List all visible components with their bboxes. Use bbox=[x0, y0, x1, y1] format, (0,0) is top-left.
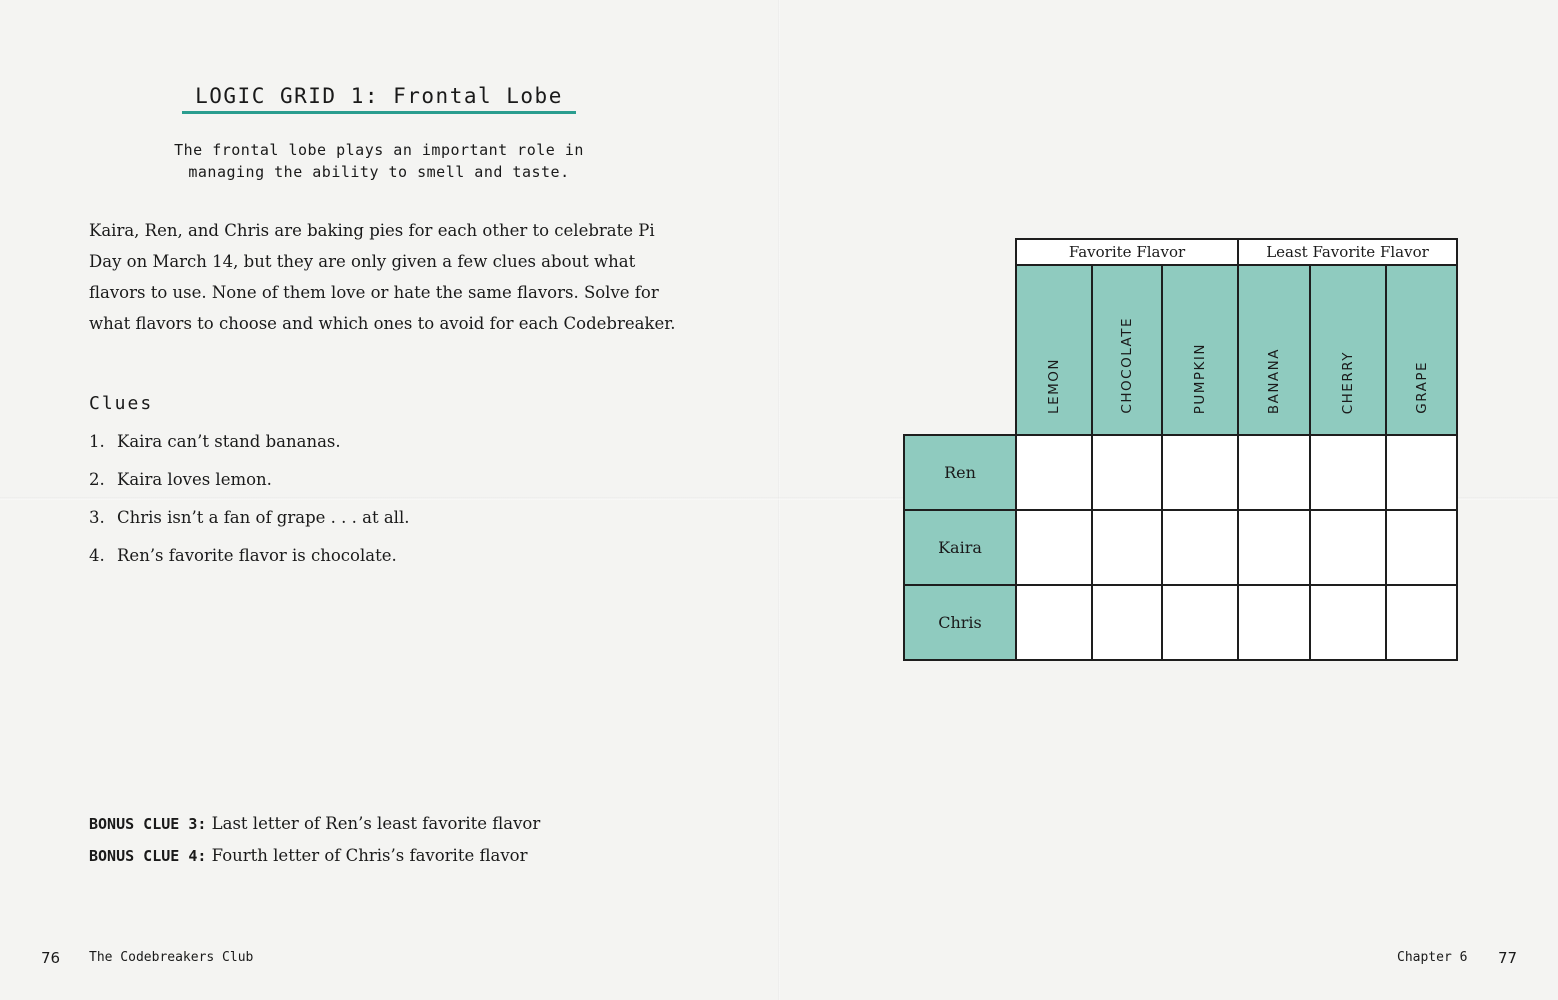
subtitle-line: managing the ability to smell and taste. bbox=[188, 163, 570, 181]
column-header-lemon bbox=[1015, 264, 1093, 436]
left-page bbox=[0, 0, 778, 1000]
column-header-chocolate bbox=[1091, 264, 1163, 436]
bonus-clue-label: BONUS CLUE 3: bbox=[89, 815, 207, 833]
intro-paragraph: Kaira, Ren, and Chris are baking pies for each other to celebrate Pi Day on March 14, but they are only given a few clues about what flavors to use. None of them love or hate the same flavors. Solve for what flavors to choose and which ones to avoid for each Codebreaker. bbox=[89, 221, 676, 333]
column-header-grape bbox=[1385, 264, 1458, 436]
grid-cell[interactable] bbox=[1237, 584, 1311, 661]
clue-item bbox=[89, 469, 272, 491]
column-header-cherry bbox=[1309, 264, 1387, 436]
clues-heading: Clues bbox=[89, 393, 154, 414]
grid-cell[interactable] bbox=[1091, 509, 1163, 586]
row-header-kaira: Kaira bbox=[903, 509, 1017, 586]
clue-item bbox=[89, 545, 397, 567]
grid-cell[interactable] bbox=[1161, 434, 1239, 511]
bonus-clue-text: Fourth letter of Chris’s favorite flavor bbox=[206, 846, 528, 865]
page-number: 76 bbox=[41, 949, 61, 967]
bonus-clue bbox=[89, 845, 527, 867]
clue-text: Kaira can’t stand bananas. bbox=[117, 432, 341, 451]
row-header-chris: Chris bbox=[903, 584, 1017, 661]
bonus-clue-label: BONUS CLUE 4: bbox=[89, 847, 207, 865]
grid-cell[interactable] bbox=[1015, 509, 1093, 586]
column-header-pumpkin bbox=[1161, 264, 1239, 436]
subtitle-line: The frontal lobe plays an important role in bbox=[174, 141, 584, 159]
grid-cell[interactable] bbox=[1015, 584, 1093, 661]
group-header-least-favorite: Least Favorite Flavor bbox=[1237, 238, 1458, 266]
grid-cell[interactable] bbox=[1309, 434, 1387, 511]
column-label: BANANA bbox=[1266, 347, 1282, 414]
clue-text: Ren’s favorite flavor is chocolate. bbox=[117, 546, 397, 565]
bonus-clue-text: Last letter of Ren’s least favorite flavor bbox=[206, 814, 541, 833]
column-label: CHOCOLATE bbox=[1119, 317, 1135, 414]
column-label: GRAPE bbox=[1413, 361, 1430, 414]
chapter-footer: Chapter 6 bbox=[1397, 950, 1468, 965]
page-title: LOGIC GRID 1: Frontal Lobe bbox=[182, 84, 576, 114]
column-label: LEMON bbox=[1046, 358, 1062, 414]
grid-cell[interactable] bbox=[1091, 434, 1163, 511]
clue-number: 4. bbox=[89, 546, 105, 565]
grid-cell[interactable] bbox=[1385, 434, 1458, 511]
column-header-banana bbox=[1237, 264, 1311, 436]
column-label: CHERRY bbox=[1340, 350, 1356, 414]
book-title-footer: The Codebreakers Club bbox=[89, 950, 254, 965]
clue-text: Kaira loves lemon. bbox=[117, 470, 272, 489]
grid-cell[interactable] bbox=[1091, 584, 1163, 661]
grid-cell[interactable] bbox=[1385, 509, 1458, 586]
column-label: PUMPKIN bbox=[1192, 342, 1208, 414]
clue-item bbox=[89, 507, 409, 529]
clue-number: 3. bbox=[89, 508, 105, 527]
clue-text: Chris isn’t a fan of grape . . . at all. bbox=[117, 508, 410, 527]
clue-item bbox=[89, 431, 341, 453]
clue-number: 1. bbox=[89, 432, 105, 451]
group-header-favorite: Favorite Flavor bbox=[1015, 238, 1239, 266]
grid-cell[interactable] bbox=[1309, 509, 1387, 586]
page-number: 77 bbox=[1498, 949, 1518, 967]
clue-number: 2. bbox=[89, 470, 105, 489]
grid-cell[interactable] bbox=[1237, 509, 1311, 586]
grid-cell[interactable] bbox=[1309, 584, 1387, 661]
bonus-clue bbox=[89, 813, 540, 835]
grid-cell[interactable] bbox=[1161, 584, 1239, 661]
grid-cell[interactable] bbox=[1237, 434, 1311, 511]
grid-cell[interactable] bbox=[1161, 509, 1239, 586]
row-header-ren: Ren bbox=[903, 434, 1017, 511]
subtitle bbox=[130, 139, 628, 183]
grid-cell[interactable] bbox=[1385, 584, 1458, 661]
grid-cell[interactable] bbox=[1015, 434, 1093, 511]
